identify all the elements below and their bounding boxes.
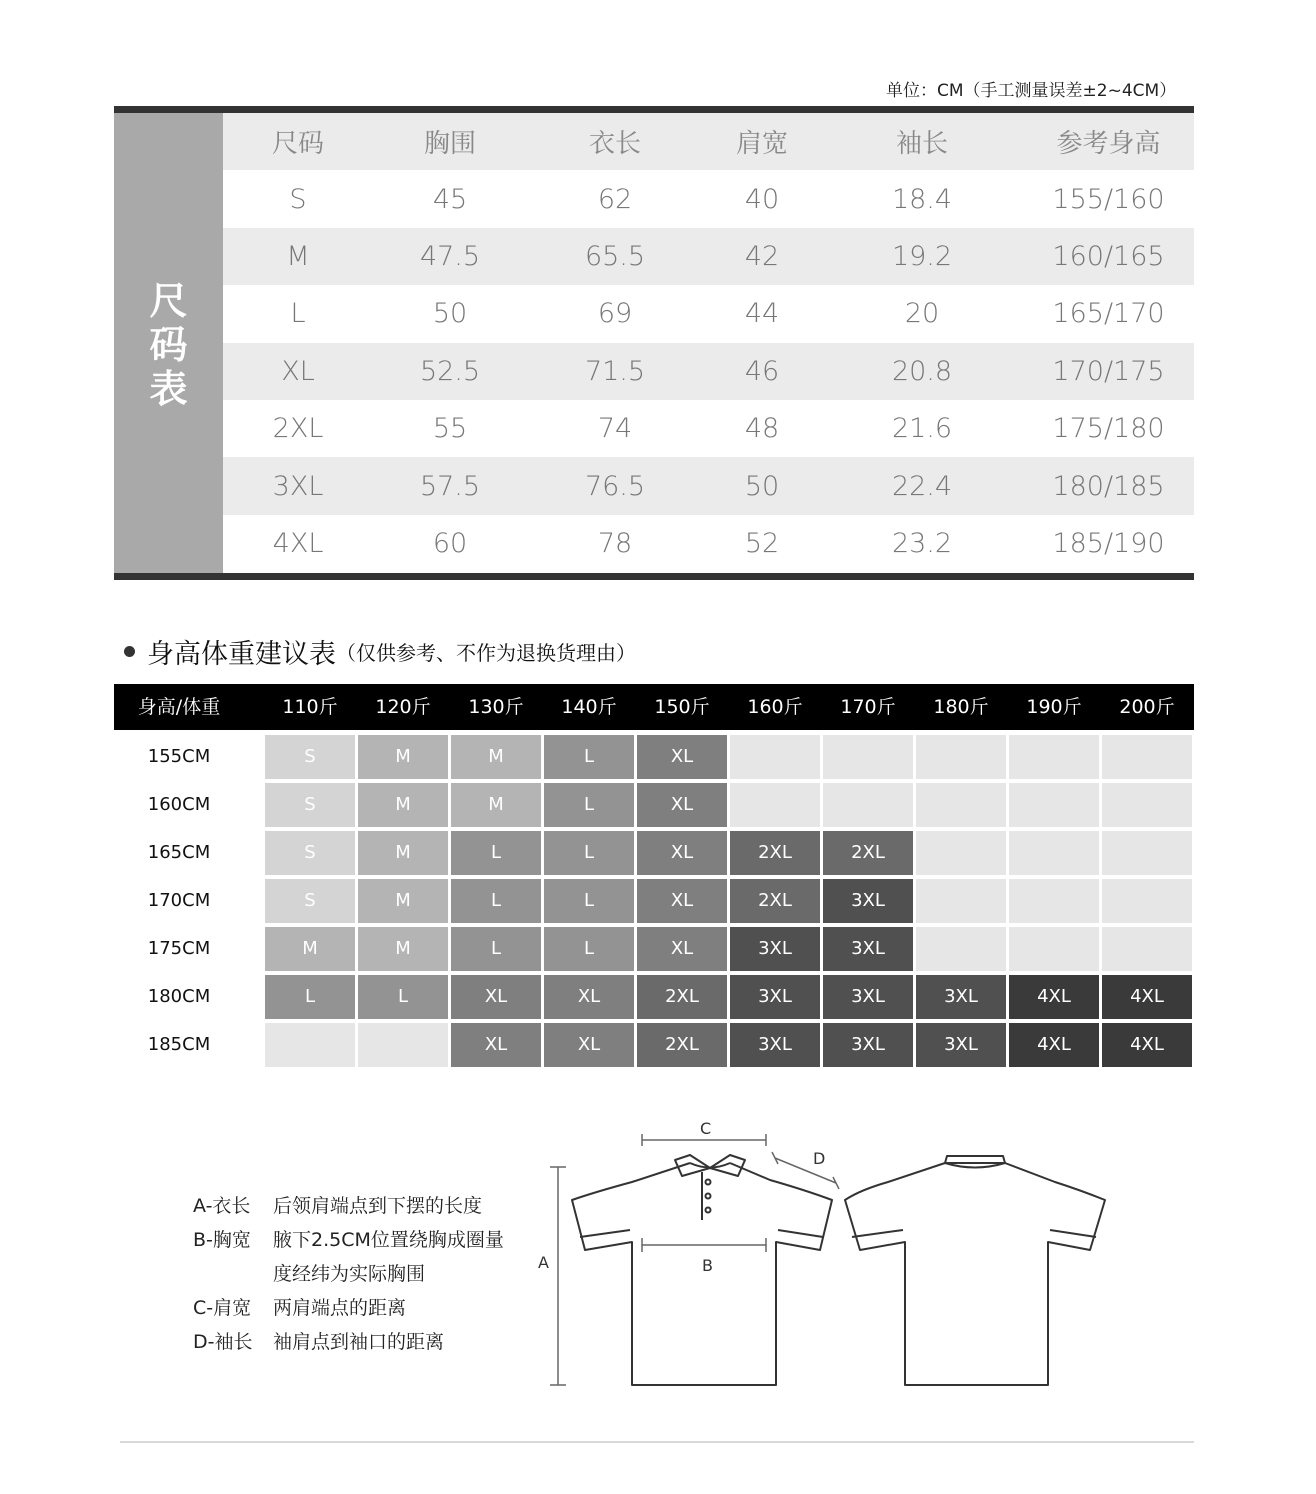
size-recommend-cell: L <box>544 735 634 779</box>
size-cell: 175/180 <box>1052 413 1165 445</box>
size-recommend-cell: 3XL <box>823 1023 913 1067</box>
size-recommend-cell: 4XL <box>1009 1023 1099 1067</box>
size-recommend-cell: 2XL <box>637 975 727 1019</box>
size-recommend-cell: L <box>544 783 634 827</box>
weight-header: 150斤 <box>654 696 710 718</box>
size-cell: 65.5 <box>584 240 646 272</box>
size-cell: 22.4 <box>891 470 953 502</box>
size-header-cell: 袖长 <box>895 129 948 160</box>
size-recommend-cell <box>730 735 820 779</box>
size-recommend-cell: 2XL <box>730 879 820 923</box>
size-recommend-cell <box>1009 735 1099 779</box>
size-chart <box>114 106 1194 580</box>
size-cell: 21.6 <box>891 413 953 445</box>
legend-key: C-肩宽 <box>193 1297 252 1319</box>
weight-header: 130斤 <box>468 696 524 718</box>
size-recommend-cell <box>916 927 1006 971</box>
size-recommend-cell <box>823 783 913 827</box>
size-cell: 2XL <box>272 413 324 445</box>
size-recommend-cell: M <box>451 735 541 779</box>
label-a: A <box>538 1253 549 1272</box>
bullet-icon <box>124 646 135 657</box>
size-recommend-cell <box>1009 927 1099 971</box>
size-cell: 42 <box>744 240 780 272</box>
back-shirt-outline <box>845 1163 1105 1385</box>
label-c: C <box>700 1119 712 1138</box>
polo-measure-diagram <box>520 1110 1120 1400</box>
recommend-header <box>114 684 1194 730</box>
size-recommend-cell: XL <box>544 1023 634 1067</box>
size-recommend-cell: XL <box>451 975 541 1019</box>
size-cell: 40 <box>744 183 780 215</box>
weight-header: 190斤 <box>1026 696 1082 718</box>
size-chart-side-label <box>114 113 223 573</box>
size-row <box>223 400 1194 457</box>
legend-text: 腋下2.5CM位置绕胸成圈量 <box>273 1229 504 1251</box>
legend-key: B-胸宽 <box>193 1229 251 1251</box>
size-recommend-cell: XL <box>637 831 727 875</box>
recommend-title <box>124 632 636 671</box>
size-recommend-cell <box>823 735 913 779</box>
size-recommend-cell <box>1102 831 1192 875</box>
size-cell: 62 <box>597 183 633 215</box>
size-cell: 20 <box>904 298 940 330</box>
size-recommend-cell <box>1102 927 1192 971</box>
recommend-corner: 身高/体重 <box>137 696 221 718</box>
size-cell: 20.8 <box>891 355 953 387</box>
size-cell: L <box>290 298 306 330</box>
size-recommend-cell: L <box>451 831 541 875</box>
size-recommend-cell <box>1009 879 1099 923</box>
size-cell: 155/160 <box>1052 183 1165 215</box>
height-label: 180CM <box>147 986 211 1007</box>
size-grid <box>223 113 1194 572</box>
size-header-cell: 肩宽 <box>735 129 788 160</box>
size-cell: 3XL <box>272 470 324 502</box>
table-top-rule <box>114 106 1194 113</box>
size-row <box>223 285 1194 342</box>
size-recommend-cell <box>1009 783 1099 827</box>
size-recommend-cell: 3XL <box>730 1023 820 1067</box>
size-cell: 76.5 <box>584 470 646 502</box>
size-recommend-cell: M <box>358 927 448 971</box>
side-label-char: 表 <box>149 367 188 411</box>
size-recommend-cell: 2XL <box>730 831 820 875</box>
size-recommend-cell: L <box>358 975 448 1019</box>
size-header-cell: 参考身高 <box>1056 129 1161 160</box>
legend-text: 袖肩点到袖口的距离 <box>273 1331 445 1353</box>
size-header-cell: 胸围 <box>423 129 476 160</box>
weight-header: 110斤 <box>282 696 338 718</box>
legend-text: 度经纬为实际胸围 <box>273 1263 426 1285</box>
size-cell: 180/185 <box>1052 470 1165 502</box>
size-cell: 74 <box>597 413 633 445</box>
size-recommend-cell: L <box>544 831 634 875</box>
height-label: 160CM <box>147 794 211 815</box>
table-bottom-rule <box>114 573 1194 580</box>
size-recommend-cell: XL <box>637 783 727 827</box>
size-cell: 50 <box>744 470 780 502</box>
side-label-char: 尺 <box>149 279 188 323</box>
size-recommend-cell: 2XL <box>823 831 913 875</box>
size-recommend-cell: 3XL <box>823 927 913 971</box>
size-recommend-cell: 3XL <box>730 927 820 971</box>
size-cell: XL <box>281 355 315 387</box>
size-row <box>223 170 1194 227</box>
size-row <box>223 228 1194 285</box>
size-recommend-cell <box>730 783 820 827</box>
size-cell: 52.5 <box>419 355 481 387</box>
size-recommend-cell: 3XL <box>823 975 913 1019</box>
size-header-cell: 衣长 <box>588 129 641 160</box>
size-cell: 170/175 <box>1052 355 1165 387</box>
size-row <box>223 515 1194 572</box>
size-cell: S <box>289 183 307 215</box>
unit-note: 单位：CM（手工测量误差±2~4CM） <box>886 81 1177 101</box>
size-recommend-cell: M <box>358 831 448 875</box>
size-cell: 52 <box>744 527 780 559</box>
size-recommend-cell: L <box>451 879 541 923</box>
size-cell: 185/190 <box>1052 527 1165 559</box>
size-header-row <box>223 113 1194 170</box>
size-cell: 46 <box>744 355 780 387</box>
size-header-cell: 尺码 <box>271 129 324 160</box>
size-recommend-cell <box>916 783 1006 827</box>
size-recommend-cell: M <box>451 783 541 827</box>
size-cell: 48 <box>744 413 780 445</box>
legend-text: 两肩端点的距离 <box>273 1297 407 1319</box>
size-recommend-cell: XL <box>637 927 727 971</box>
size-recommend-cell: L <box>544 927 634 971</box>
legend-text: 后领肩端点到下摆的长度 <box>273 1195 483 1217</box>
size-cell: 57.5 <box>419 470 481 502</box>
size-recommend-cell: 2XL <box>637 1023 727 1067</box>
size-recommend-cell <box>916 879 1006 923</box>
height-label: 165CM <box>147 842 211 863</box>
size-cell: 23.2 <box>891 527 953 559</box>
back-collar <box>945 1156 1005 1163</box>
size-recommend-cell: L <box>451 927 541 971</box>
weight-header: 200斤 <box>1119 696 1175 718</box>
size-cell: 55 <box>432 413 468 445</box>
size-recommend-cell: M <box>265 927 355 971</box>
size-recommend-cell: M <box>358 735 448 779</box>
size-recommend-cell: 4XL <box>1102 1023 1192 1067</box>
size-recommend-cell: S <box>265 735 355 779</box>
size-recommend-cell: L <box>544 879 634 923</box>
size-recommend-cell: 3XL <box>823 879 913 923</box>
size-recommend-cell <box>358 1023 448 1067</box>
size-recommend-cell: 3XL <box>916 975 1006 1019</box>
size-cell: 71.5 <box>584 355 646 387</box>
recommend-title-main: 身高体重建议表 <box>147 639 336 670</box>
label-b: B <box>702 1256 713 1275</box>
size-cell: 60 <box>432 527 468 559</box>
side-label-char: 码 <box>149 323 188 367</box>
size-recommend-cell: XL <box>637 879 727 923</box>
label-d: D <box>813 1149 826 1168</box>
size-recommend-cell <box>1102 879 1192 923</box>
size-cell: 4XL <box>272 527 324 559</box>
size-cell: 69 <box>597 298 633 330</box>
size-recommend-cell: 4XL <box>1102 975 1192 1019</box>
size-recommend-cell: 3XL <box>916 1023 1006 1067</box>
size-cell: 44 <box>744 298 780 330</box>
size-row <box>223 343 1194 400</box>
legend-key: D-袖长 <box>193 1331 253 1353</box>
size-recommend-cell: XL <box>544 975 634 1019</box>
size-recommend-cell: S <box>265 783 355 827</box>
size-recommend-cell: S <box>265 879 355 923</box>
size-cell: 50 <box>432 298 468 330</box>
size-recommend-cell <box>916 831 1006 875</box>
weight-header: 180斤 <box>933 696 989 718</box>
height-label: 175CM <box>147 938 211 959</box>
size-recommend-cell: L <box>265 975 355 1019</box>
size-recommend-cell: XL <box>637 735 727 779</box>
size-recommend-cell: XL <box>451 1023 541 1067</box>
size-recommend-cell <box>1102 735 1192 779</box>
height-label: 170CM <box>147 890 211 911</box>
legend-key: A-衣长 <box>193 1195 251 1217</box>
height-label: 185CM <box>147 1034 211 1055</box>
size-recommend-cell <box>1009 831 1099 875</box>
size-recommend-cell: M <box>358 783 448 827</box>
size-recommend-cell: 3XL <box>730 975 820 1019</box>
size-cell: 78 <box>597 527 633 559</box>
size-cell: 18.4 <box>891 183 953 215</box>
footer-divider <box>120 1441 1194 1443</box>
size-cell: 47.5 <box>419 240 481 272</box>
size-recommend-cell <box>265 1023 355 1067</box>
weight-header: 120斤 <box>375 696 431 718</box>
size-cell: 165/170 <box>1052 298 1165 330</box>
size-recommend-cell: M <box>358 879 448 923</box>
recommend-title-sub: （仅供参考、不作为退换货理由） <box>336 641 636 665</box>
size-recommend-cell: 4XL <box>1009 975 1099 1019</box>
weight-header: 140斤 <box>561 696 617 718</box>
size-cell: M <box>286 240 310 272</box>
height-label: 155CM <box>147 746 211 767</box>
size-cell: 160/165 <box>1052 240 1165 272</box>
size-cell: 45 <box>432 183 468 215</box>
weight-header: 170斤 <box>840 696 896 718</box>
size-recommend-cell: S <box>265 831 355 875</box>
size-recommend-cell <box>1102 783 1192 827</box>
size-row <box>223 457 1194 514</box>
weight-header: 160斤 <box>747 696 803 718</box>
size-recommend-cell <box>916 735 1006 779</box>
size-cell: 19.2 <box>891 240 953 272</box>
